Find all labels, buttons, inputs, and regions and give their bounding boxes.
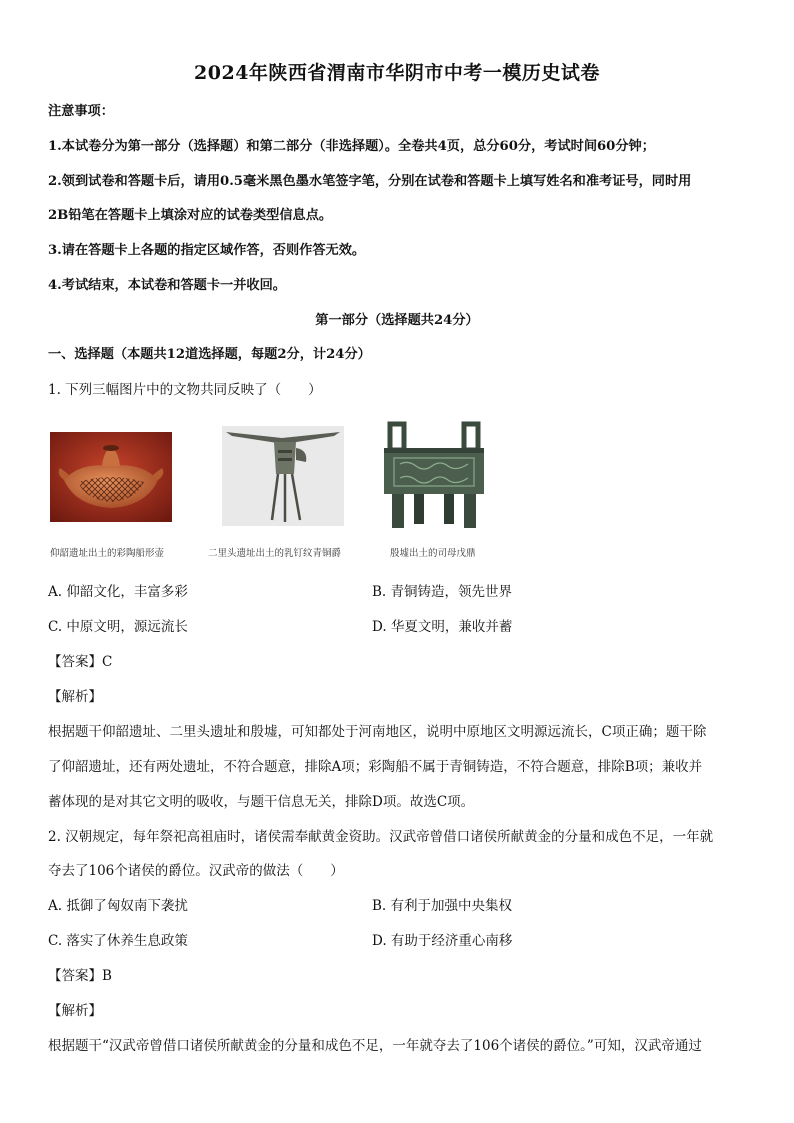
q1-answer: 【答案】C — [48, 654, 113, 670]
section-heading: 一、选择题（本题共12道选择题，每题2分，计24分） — [48, 347, 371, 362]
caption-pottery: 仰韶遗址出土的彩陶船形壶 — [50, 548, 165, 559]
q1-analysis-line-3: 蓄体现的是对其它文明的吸收，与题干信息无关，排除D项。故选C项。 — [48, 794, 475, 810]
note-3: 3.请在答题卡上各题的指定区域作答，否则作答无效。 — [48, 243, 366, 258]
q1-option-a: A. 仰韶文化，丰富多彩 — [48, 584, 188, 600]
pottery-boat-pot-image — [50, 432, 172, 522]
q1-option-d: D. 华夏文明，兼收并蓄 — [372, 619, 513, 635]
simuwu-ding-drawing — [378, 420, 490, 532]
pottery-boat-pot-drawing — [50, 432, 172, 522]
note-2a: 2.领到试卷和答题卡后，请用0.5毫米黑色墨水笔签字笔，分别在试卷和答题卡上填写姓名和准考证号，同时用 — [48, 174, 692, 189]
q2-option-c: C. 落实了休养生息政策 — [48, 933, 188, 949]
note-2b: 2B铅笔在答题卡上填涂对应的试卷类型信息点。 — [48, 208, 333, 223]
bronze-jue-drawing — [222, 426, 344, 526]
caption-jue: 二里头遗址出土的乳钉纹青铜爵 — [208, 548, 342, 559]
page-title: 2024年陕西省渭南市华阴市中考一模历史试卷 — [194, 62, 600, 84]
q2-analysis-label: 【解析】 — [48, 1003, 102, 1019]
q2-stem-line-1: 2. 汉朝规定，每年祭祀高祖庙时，诸侯需奉献黄金资助。汉武帝曾借口诸侯所献黄金的分量和成色不足，一年就 — [48, 829, 714, 845]
q1-stem: 1. 下列三幅图片中的文物共同反映了（ ） — [48, 382, 322, 398]
caption-ding: 殷墟出土的司母戊鼎 — [390, 548, 476, 559]
q1-option-c: C. 中原文明，源远流长 — [48, 619, 188, 635]
q1-analysis-line-1: 根据题干仰韶遗址、二里头遗址和殷墟，可知都处于河南地区，说明中原地区文明源远流长，C项正确；题干除 — [48, 724, 707, 740]
q2-option-d: D. 有助于经济重心南移 — [372, 933, 513, 949]
q2-option-b: B. 有利于加强中央集权 — [372, 898, 513, 914]
bronze-jue-image — [222, 426, 344, 526]
note-4: 4.考试结束，本试卷和答题卡一并收回。 — [48, 278, 286, 293]
q1-option-b: B. 青铜铸造，领先世界 — [372, 584, 513, 600]
notes-heading: 注意事项： — [48, 104, 114, 119]
q2-option-a: A. 抵御了匈奴南下袭扰 — [48, 898, 188, 914]
simuwu-ding-image — [378, 420, 490, 532]
q2-analysis-line-1: 根据题干“汉武帝曾借口诸侯所献黄金的分量和成色不足，一年就夺去了106个诸侯的爵位。”可知，汉武帝通过 — [48, 1038, 702, 1054]
q2-stem-line-2: 夺去了106个诸侯的爵位。汉武帝的做法（ ） — [48, 863, 344, 879]
part1-heading: 第一部分（选择题共24分） — [315, 313, 479, 328]
q2-answer: 【答案】B — [48, 968, 112, 984]
q1-analysis-label: 【解析】 — [48, 689, 102, 705]
q1-analysis-line-2: 了仰韶遗址，还有两处遗址，不符合题意，排除A项；彩陶船不属于青铜铸造，不符合题意，排除B项；兼收并 — [48, 759, 703, 775]
note-1: 1.本试卷分为第一部分（选择题）和第二部分（非选择题）。全卷共4页，总分60分，考试时间60分钟； — [48, 139, 655, 154]
